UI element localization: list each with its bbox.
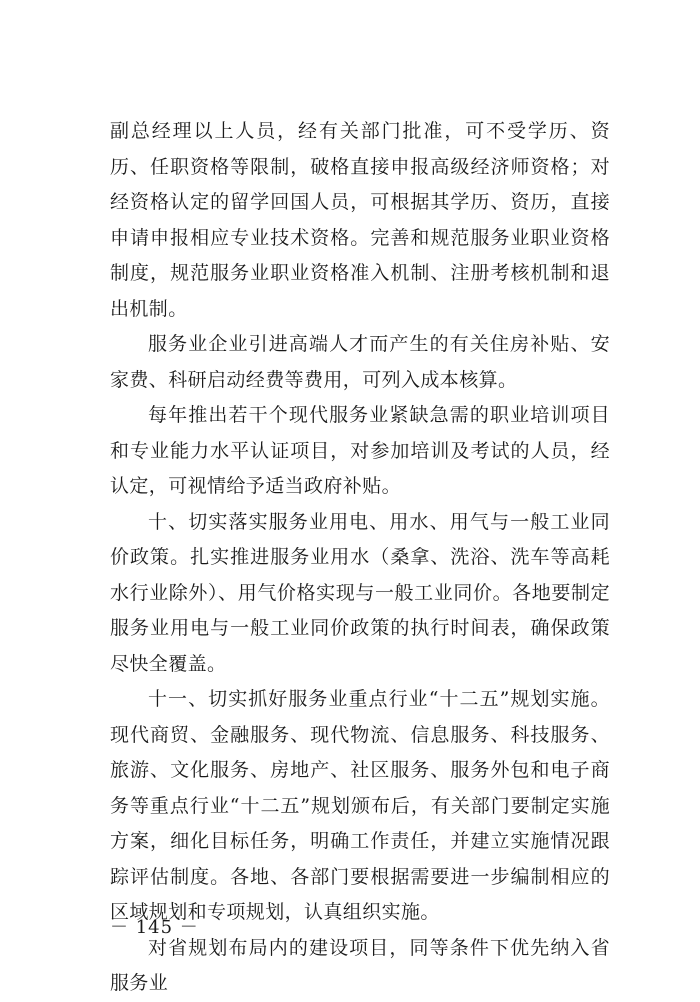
paragraph-6: 对省规划布局内的建设项目，同等条件下优先纳入省服务业 (110, 936, 610, 994)
paragraph-2: 服务业企业引进高端人才而产生的有关住房补贴、安家费、科研启动经费等费用，可列入成本核算。 (110, 333, 610, 391)
paragraph-3: 每年推出若干个现代服务业紧缺急需的职业培训项目和专业能力水平认证项目，对参加培训及考试的人员，经认定，可视情给予适当政府补贴。 (110, 404, 610, 497)
paragraph-4: 十、切实落实服务业用电、用水、用气与一般工业同价政策。扎实推进服务业用水（桑拿、洗浴、洗车等高耗水行业除外）、用气价格实现与一般工业同价。各地要制定服务业用电与一般工业同价政策的执行时间表，确保政策尽快全覆盖。 (110, 510, 610, 675)
document-body (110, 114, 610, 1002)
page-number: － 145 － (110, 917, 199, 938)
paragraph-1: 副总经理以上人员，经有关部门批准，可不受学历、资历、任职资格等限制，破格直接申报高级经济师资格；对经资格认定的留学回国人员，可根据其学历、资历，直接申请申报相应专业技术资格。完善和规范服务业职业资格制度，规范服务业职业资格准入机制、注册考核机制和退出机制。 (110, 120, 610, 320)
paragraph-5: 十一、切实抓好服务业重点行业“十二五”规划实施。现代商贸、金融服务、现代物流、信息服务、科技服务、旅游、文化服务、房地产、社区服务、服务外包和电子商务等重点行业“十二五”规划颁布后，有关部门要制定实施方案，细化目标任务，明确工作责任，并建立实施情况跟踪评估制度。各地、各部门要根据需要进一步编制相应的区域规划和专项规划，认真组织实施。 (110, 688, 610, 923)
